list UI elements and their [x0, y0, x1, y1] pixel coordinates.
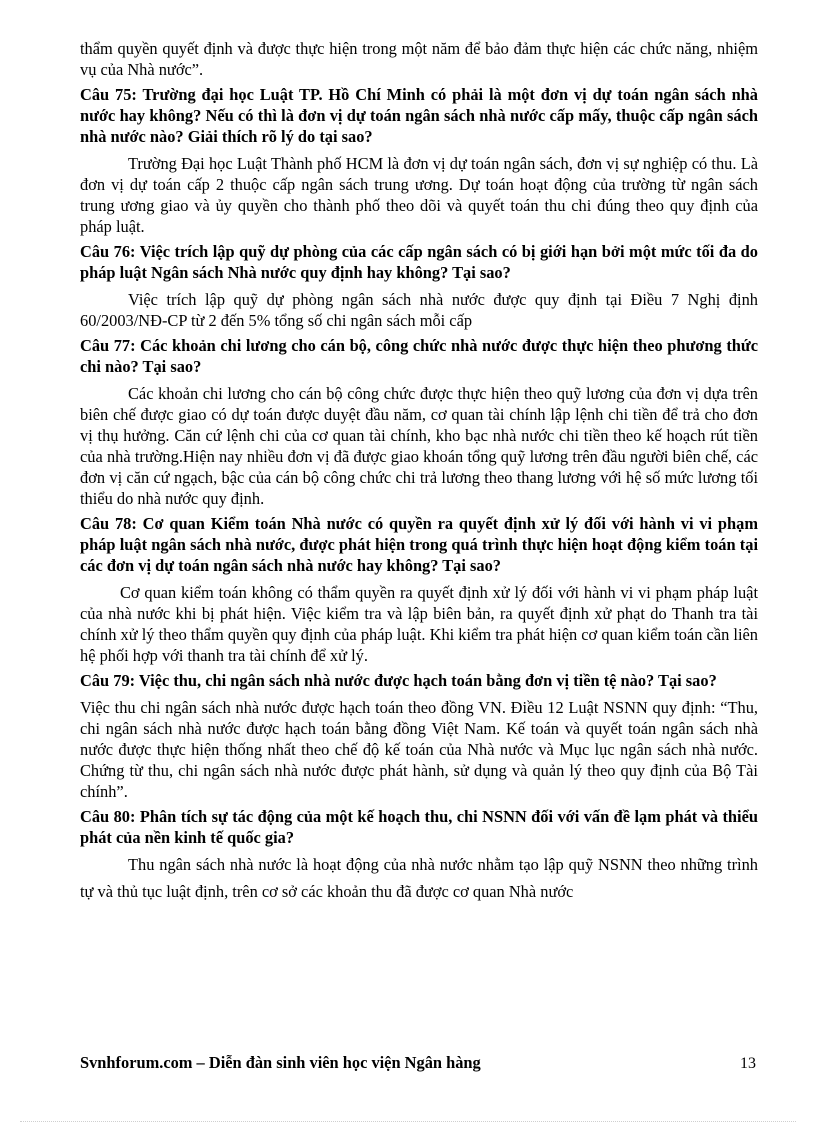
answer-80: Thu ngân sách nhà nước là hoạt động của nhà nước nhằm tạo lập quỹ NSNN theo những trình tự và thủ tục luật định, trên cơ sở các khoản thu đã được cơ quan Nhà nước [80, 855, 758, 901]
answer-79: Việc thu chi ngân sách nhà nước được hạch toán theo đồng VN. Điều 12 Luật NSNN quy định: “Thu, chi ngân sách nhà nước được hạch toán bằng đồng Việt Nam. Kế toán và quyết toán ngân sách nhà nước được thực hiện thống nhất theo chế độ kế toán của Nhà nước và Mục lục ngân sách nhà nước. Chứng từ thu, chi ngân sách nhà nước được phát hành, sử dụng và quản lý theo quy định của Bộ Tài chính”. [80, 698, 758, 801]
answer-77: Các khoản chi lương cho cán bộ công chức được thực hiện theo quỹ lương của đơn vị dựa trên biên chế được giao có dự toán được duyệt đầu năm, cơ quan tài chính lập lệnh chi tiền để trả cho đơn vị thụ hưởng. Căn cứ lệnh chi của cơ quan tài chính, kho bạc nhà nước chi tiền theo kế hoạch rút tiền của nhà trường.Hiện nay nhiều đơn vị đã được giao khoán tổng quỹ lương trên đầu người biên chế, các đơn vị căn cứ ngạch, bậc của cán bộ công chức chi trả lương theo thang lương với hệ số mức lương tối thiểu do nhà nước quy định. [80, 384, 758, 508]
page-footer [80, 1053, 758, 1073]
question-76: Câu 76: Việc trích lập quỹ dự phòng của các cấp ngân sách có bị giới hạn bởi một mức tối đa do pháp luật Ngân sách Nhà nước quy định hay không? Tại sao? [80, 242, 758, 282]
answer-76: Việc trích lập quỹ dự phòng ngân sách nhà nước được quy định tại Điều 7 Nghị định 60/2003/NĐ-CP từ 2 đến 5% tổng số chi ngân sách mỗi cấp [80, 290, 758, 330]
page-number: 13 [740, 1055, 756, 1072]
answer-78: Cơ quan kiểm toán không có thẩm quyền ra quyết định xử lý đối với hành vi vi phạm pháp luật của nhà nước khi bị phát hiện. Việc kiểm tra và lập biên bản, ra quyết định xử phạt do Thanh tra tài chính xử lý theo thẩm quyền quy định của pháp luật. Khi kiểm tra phát hiện cơ quan kiểm toán cần liên hệ phối hợp với thanh tra tài chính để xử lý. [80, 583, 758, 665]
document-page [80, 38, 758, 905]
question-77: Câu 77: Các khoản chi lương cho cán bộ, công chức nhà nước được thực hiện theo phương thức chi nào? Tại sao? [80, 336, 758, 376]
question-78: Câu 78: Cơ quan Kiểm toán Nhà nước có quyền ra quyết định xử lý đối với hành vi vi phạm pháp luật ngân sách nhà nước, được phát hiện trong quá trình thực hiện hoạt động kiểm toán tại các đơn vị dự toán ngân sách nhà nước hay không? Tại sao? [80, 514, 758, 575]
page-bottom-divider [20, 1121, 796, 1122]
footer-site-name: Svnhforum.com – Diễn đàn sinh viên học viện Ngân hàng [80, 1053, 481, 1072]
question-79: Câu 79: Việc thu, chi ngân sách nhà nước được hạch toán bằng đơn vị tiền tệ nào? Tại sao? [80, 671, 717, 690]
question-80: Câu 80: Phân tích sự tác động của một kế hoạch thu, chi NSNN đối với vấn đề lạm phát và thiểu phát của nền kinh tế quốc gia? [80, 807, 758, 847]
continuation-paragraph: thẩm quyền quyết định và được thực hiện trong một năm để bảo đảm thực hiện các chức năng, nhiệm vụ của Nhà nước”. [80, 39, 758, 79]
answer-75: Trường Đại học Luật Thành phố HCM là đơn vị dự toán ngân sách, đơn vị sự nghiệp có thu. Là đơn vị dự toán cấp 2 thuộc cấp ngân sách trung ương. Dự toán hoạt động của trường từ ngân sách trung ương giao và ủy quyền cho thành phố theo dõi và quyết toán thu chi đúng theo quy định của pháp luật. [80, 154, 758, 236]
question-75: Câu 75: Trường đại học Luật TP. Hồ Chí Minh có phải là một đơn vị dự toán ngân sách nhà nước hay không? Nếu có thì là đơn vị dự toán ngân sách nhà nước cấp mấy, thuộc cấp ngân sách nhà nước nào? Giải thích rõ lý do tại sao? [80, 85, 758, 146]
